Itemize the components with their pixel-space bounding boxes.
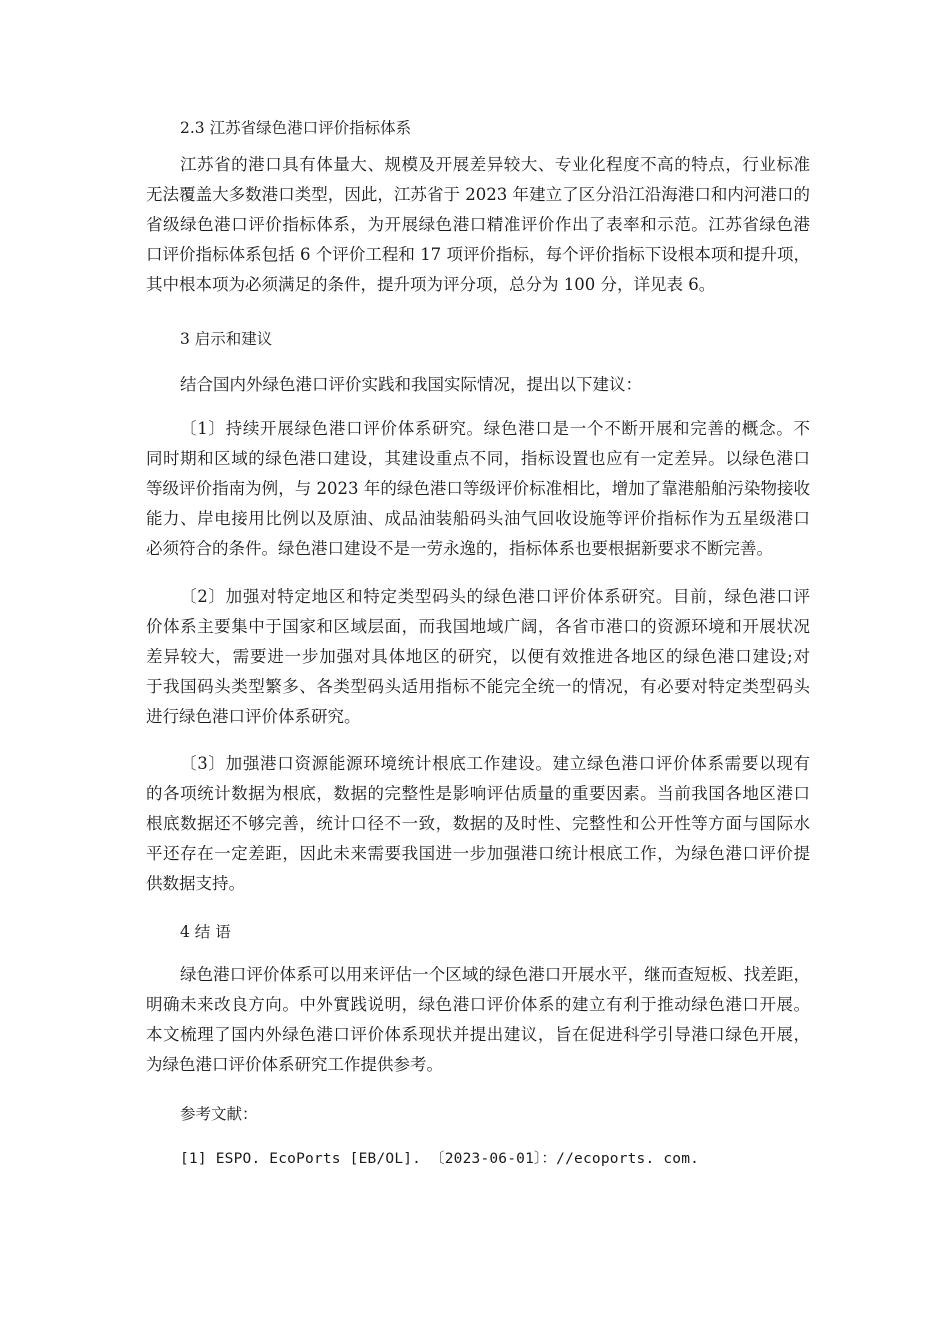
text-line: 进行绿色港口评价体系研究。 (146, 707, 361, 726)
paragraph-suggestion-2 (146, 582, 810, 732)
text-line: 为绿色港口评价体系研究工作提供参考。 (146, 1055, 443, 1074)
paragraph-suggestion-3 (146, 749, 810, 899)
section-heading-3: 3 启示和建议 (180, 330, 273, 348)
text-line: 其中根本项为必须满足的条件，提升项为评分项，总分为 100 分，详见表 6。 (146, 275, 716, 294)
text-line: 〔2〕加强对特定地区和特定类型码头的绿色港口评价体系研究。目前，绿色港口评 (180, 587, 810, 606)
reference-item: [1] ESPO. EcoPorts [EB/OL]. 〔2023-06-01〕：//ecoports. com. (180, 1151, 700, 1167)
text-line: 省级绿色港口评价指标体系，为开展绿色港口精准评价作出了表率和示范。江苏省绿色港 (146, 215, 810, 234)
text-line: 口评价指标体系包括 6 个评价工程和 17 项评价指标，每个评价指标下设根本项和提升项， (146, 245, 810, 264)
section-heading-4: 4 结 语 (180, 923, 231, 941)
text-line: 绿色港口评价体系可以用来评估一个区域的绿色港口开展水平，继而查短板、找差距， (180, 965, 810, 984)
text-line: 〔1〕持续开展绿色港口评价体系研究。绿色港口是一个不断开展和完善的概念。不 (180, 419, 810, 438)
text-line: 〔3〕加强港口资源能源环境统计根底工作建设。建立绿色港口评价体系需要以现有 (180, 754, 810, 773)
text-line: 于我国码头类型繁多、各类型码头适用指标不能完全统一的情况，有必要对特定类型码头 (146, 677, 810, 696)
text-line: 差异较大，需要进一步加强对具体地区的研究，以便有效推进各地区的绿色港口建设;对 (146, 647, 810, 666)
text-line: 江苏省的港口具有体量大、规模及开展差异较大、专业化程度不高的特点，行业标准 (180, 155, 810, 174)
references-heading: 参考文献： (180, 1105, 258, 1123)
text-line: 价体系主要集中于国家和区域层面，而我国地域广阔，各省市港口的资源环境和开展状况 (146, 617, 810, 636)
paragraph-jiangsu-system (146, 150, 810, 300)
text-line: 平还存在一定差距，因此未来需要我国进一步加强港口统计根底工作，为绿色港口评价提 (146, 844, 810, 863)
text-line: 能力、岸电接用比例以及原油、成品油装船码头油气回收设施等评价指标作为五星级港口 (146, 509, 810, 528)
text-line: 明确未来改良方向。中外實践说明，绿色港口评价体系的建立有利于推动绿色港口开展。 (146, 995, 810, 1014)
text-line: 根底数据还不够完善，统计口径不一致，数据的及时性、完整性和公开性等方面与国际水 (146, 814, 810, 833)
text-line: 等级评价指南为例，与 2023 年的绿色港口等级评价标准相比，增加了靠港船舶污染物接收 (146, 479, 810, 498)
text-line: 供数据支持。 (146, 874, 245, 893)
text-line: 本文梳理了国内外绿色港口评价体系现状并提出建议，旨在促进科学引导港口绿色开展， (146, 1025, 810, 1044)
text-line: 的各项统计数据为根底，数据的完整性是影响评估质量的重要因素。当前我国各地区港口 (146, 784, 810, 803)
paragraph-suggestion-1 (146, 414, 810, 564)
paragraph-intro: 结合国内外绿色港口评价实践和我国实际情况，提出以下建议： (180, 375, 642, 394)
paragraph-conclusion (146, 960, 810, 1080)
text-line: 必须符合的条件。绿色港口建设不是一劳永逸的，指标体系也要根据新要求不断完善。 (146, 539, 773, 558)
text-line: 同时期和区域的绿色港口建设，其建设重点不同，指标设置也应有一定差异。以绿色港口 (146, 449, 810, 468)
text-line: 无法覆盖大多数港口类型，因此，江苏省于 2023 年建立了区分沿江沿海港口和内河港口的 (146, 185, 810, 204)
section-heading-2-3: 2.3 江苏省绿色港口评价指标体系 (180, 119, 412, 137)
